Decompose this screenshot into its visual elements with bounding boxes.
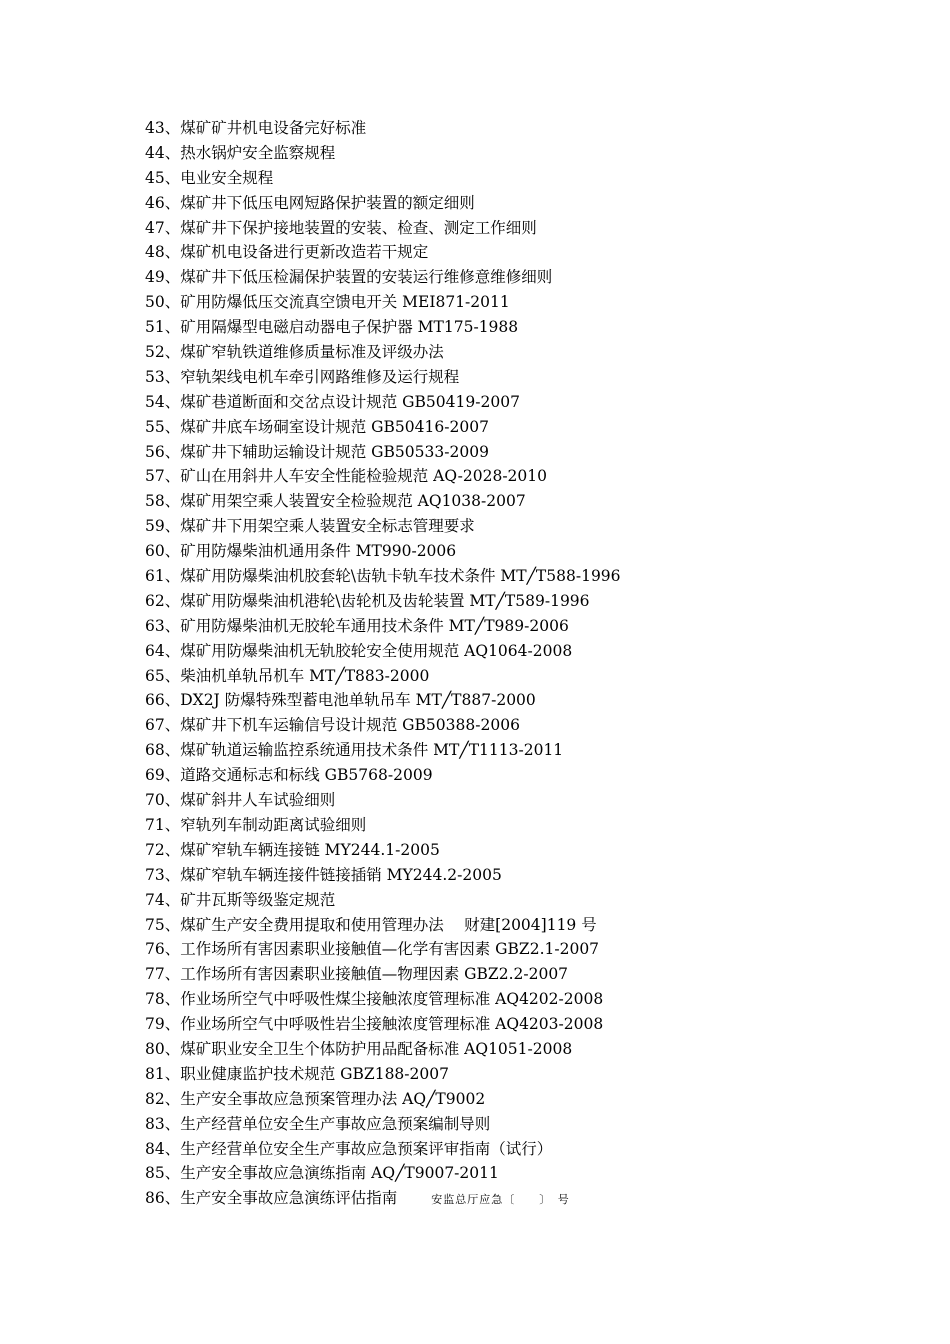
item-title: 矿用防爆柴油机无胶轮车通用技术条件 MT╱T989-2006 xyxy=(180,616,569,635)
item-number: 43、 xyxy=(145,119,181,137)
item-number: 50、 xyxy=(145,293,181,312)
list-item xyxy=(145,614,905,639)
item-number: 59、 xyxy=(145,517,181,536)
list-item xyxy=(145,1137,905,1162)
list-item xyxy=(145,191,905,216)
item-title: 职业健康监护技术规范 GBZ188-2007 xyxy=(180,1064,449,1083)
item-number: 65、 xyxy=(145,666,181,685)
item-number: 70、 xyxy=(145,791,181,810)
list-item xyxy=(145,838,905,863)
list-item xyxy=(145,1161,905,1186)
item-number: 66、 xyxy=(145,691,181,710)
list-item xyxy=(145,987,905,1012)
item-number: 78、 xyxy=(145,990,181,1009)
item-number: 55、 xyxy=(145,417,181,436)
item-title: 生产安全事故应急演练评估指南 xyxy=(180,1189,398,1208)
list-item xyxy=(145,888,905,913)
item-number: 79、 xyxy=(145,1015,181,1034)
list-item xyxy=(145,141,905,166)
item-title: DX2J 防爆特殊型蓄电池单轨吊车 MT╱T887-2000 xyxy=(180,691,536,710)
item-title: 作业场所空气中呼吸性煤尘接触浓度管理标准 AQ4202-2008 xyxy=(180,990,604,1009)
item-number: 86、 xyxy=(145,1189,181,1208)
item-number: 76、 xyxy=(145,940,181,959)
list-item xyxy=(145,913,905,938)
item-title: 矿井瓦斯等级鉴定规范 xyxy=(180,890,336,909)
list-item xyxy=(145,788,905,813)
list-item xyxy=(145,639,905,664)
item-number: 47、 xyxy=(145,218,181,237)
list-item xyxy=(145,564,905,589)
list-item xyxy=(145,688,905,713)
item-title: 煤矿机电设备进行更新改造若干规定 xyxy=(180,243,429,262)
item-number: 67、 xyxy=(145,716,181,735)
list-item xyxy=(145,813,905,838)
item-title: 工作场所有害因素职业接触值—化学有害因素 GBZ2.1-2007 xyxy=(180,940,600,959)
item-number: 46、 xyxy=(145,193,181,212)
list-item xyxy=(145,166,905,191)
item-title: 矿用防爆柴油机通用条件 MT990-2006 xyxy=(180,542,457,561)
item-title: 煤矿轨道运输监控系统通用技术条件 MT╱T1113-2011 xyxy=(180,741,564,760)
list-item xyxy=(145,290,905,315)
list-item xyxy=(145,216,905,241)
item-title: 生产经营单位安全生产事故应急预案编制导则 xyxy=(180,1114,491,1133)
item-number: 84、 xyxy=(145,1139,181,1158)
item-title: 煤矿井下辅助运输设计规范 GB50533-2009 xyxy=(180,442,489,461)
item-number: 56、 xyxy=(145,442,181,461)
item-title: 生产安全事故应急预案管理办法 AQ╱T9002 xyxy=(180,1089,486,1108)
item-title: 热水锅炉安全监察规程 xyxy=(180,143,336,162)
item-number: 58、 xyxy=(145,492,181,511)
item-title: 生产安全事故应急演练指南 AQ╱T9007-2011 xyxy=(180,1164,499,1183)
item-title: 煤矿窄轨车辆连接件链接插销 MY244.2-2005 xyxy=(180,865,502,884)
item-number: 45、 xyxy=(145,168,181,187)
list-item xyxy=(145,1062,905,1087)
item-number: 44、 xyxy=(145,143,181,162)
item-number: 71、 xyxy=(145,815,181,834)
list-item xyxy=(145,539,905,564)
item-title: 电业安全规程 xyxy=(180,168,274,187)
list-item xyxy=(145,340,905,365)
list-item xyxy=(145,1087,905,1112)
item-title: 煤矿职业安全卫生个体防护用品配备标准 AQ1051-2008 xyxy=(180,1039,573,1058)
list-item xyxy=(145,240,905,265)
list-item xyxy=(145,315,905,340)
standards-list xyxy=(145,116,905,1211)
item-number: 69、 xyxy=(145,766,181,785)
item-title: 煤矿井下低压检漏保护装置的安装运行维修意维修细则 xyxy=(180,268,553,287)
item-title: 煤矿井下机车运输信号设计规范 GB50388-2006 xyxy=(180,716,520,735)
list-item xyxy=(145,738,905,763)
list-item xyxy=(145,440,905,465)
item-title: 煤矿井下低压电网短路保护装置的额定细则 xyxy=(180,193,475,212)
item-title: 矿用隔爆型电磁启动器电子保护器 MT175-1988 xyxy=(180,318,519,337)
item-number: 85、 xyxy=(145,1164,181,1183)
item-title: 矿用防爆低压交流真空馈电开关 MEI871-2011 xyxy=(180,293,510,312)
list-item xyxy=(145,962,905,987)
item-number: 60、 xyxy=(145,542,181,561)
list-item xyxy=(145,589,905,614)
list-item xyxy=(145,664,905,689)
item-number: 53、 xyxy=(145,367,181,386)
item-number: 74、 xyxy=(145,890,181,909)
item-number: 82、 xyxy=(145,1089,181,1108)
item-number: 54、 xyxy=(145,392,181,411)
item-title: 煤矿窄轨车辆连接链 MY244.1-2005 xyxy=(180,840,440,859)
item-title: 煤矿井下保护接地装置的安装、检查、测定工作细则 xyxy=(180,218,537,237)
item-title: 窄轨架线电机车牵引网路维修及运行规程 xyxy=(180,367,460,386)
item-number: 48、 xyxy=(145,243,181,262)
item-number: 49、 xyxy=(145,268,181,287)
item-title: 煤矿巷道断面和交岔点设计规范 GB50419-2007 xyxy=(180,392,520,411)
list-item xyxy=(145,365,905,390)
item-title: 煤矿用防爆柴油机无轨胶轮安全使用规范 AQ1064-2008 xyxy=(180,641,573,660)
item-title: 煤矿斜井人车试验细则 xyxy=(180,791,336,810)
list-item xyxy=(145,514,905,539)
item-number: 80、 xyxy=(145,1039,181,1058)
item-note: 安监总厅应急〔 〕 号 xyxy=(431,1193,570,1207)
item-number: 81、 xyxy=(145,1064,181,1083)
item-title: 煤矿矿井机电设备完好标准 xyxy=(180,119,367,137)
item-number: 57、 xyxy=(145,467,181,486)
item-number: 62、 xyxy=(145,591,181,610)
item-title: 煤矿窄轨铁道维修质量标准及评级办法 xyxy=(180,343,444,362)
item-number: 72、 xyxy=(145,840,181,859)
item-number: 64、 xyxy=(145,641,181,660)
list-item xyxy=(145,1037,905,1062)
item-number: 51、 xyxy=(145,318,181,337)
item-title: 煤矿用架空乘人装置安全检验规范 AQ1038-2007 xyxy=(180,492,526,511)
item-number: 83、 xyxy=(145,1114,181,1133)
item-number: 73、 xyxy=(145,865,181,884)
item-title: 煤矿井底车场硐室设计规范 GB50416-2007 xyxy=(180,417,489,436)
list-item xyxy=(145,116,905,141)
item-number: 63、 xyxy=(145,616,181,635)
list-item xyxy=(145,489,905,514)
item-title: 煤矿生产安全费用提取和使用管理办法 财建[2004]119 号 xyxy=(180,915,597,934)
item-number: 75、 xyxy=(145,915,181,934)
list-item xyxy=(145,1186,905,1211)
item-number: 77、 xyxy=(145,965,181,984)
list-item xyxy=(145,937,905,962)
list-item xyxy=(145,415,905,440)
list-item xyxy=(145,1112,905,1137)
item-title: 柴油机单轨吊机车 MT╱T883-2000 xyxy=(180,666,430,685)
item-title: 作业场所空气中呼吸性岩尘接触浓度管理标准 AQ4203-2008 xyxy=(180,1015,604,1034)
list-item xyxy=(145,763,905,788)
item-number: 52、 xyxy=(145,343,181,362)
item-title: 矿山在用斜井人车安全性能检验规范 AQ-2028-2010 xyxy=(180,467,547,486)
list-item xyxy=(145,863,905,888)
item-number: 68、 xyxy=(145,741,181,760)
list-item xyxy=(145,390,905,415)
item-number: 61、 xyxy=(145,567,181,586)
list-item xyxy=(145,713,905,738)
item-title: 工作场所有害因素职业接触值—物理因素 GBZ2.2-2007 xyxy=(180,965,569,984)
item-title: 道路交通标志和标线 GB5768-2009 xyxy=(180,766,433,785)
item-title: 生产经营单位安全生产事故应急预案评审指南（试行） xyxy=(180,1139,553,1158)
item-title: 煤矿用防爆柴油机胶套轮\齿轨卡轨车技术条件 MT╱T588-1996 xyxy=(180,567,621,586)
list-item xyxy=(145,464,905,489)
item-title: 煤矿井下用架空乘人装置安全标志管理要求 xyxy=(180,517,475,536)
list-item xyxy=(145,265,905,290)
item-title: 煤矿用防爆柴油机港轮\齿轮机及齿轮装置 MT╱T589-1996 xyxy=(180,591,590,610)
list-item xyxy=(145,1012,905,1037)
item-title: 窄轨列车制动距离试验细则 xyxy=(180,815,367,834)
